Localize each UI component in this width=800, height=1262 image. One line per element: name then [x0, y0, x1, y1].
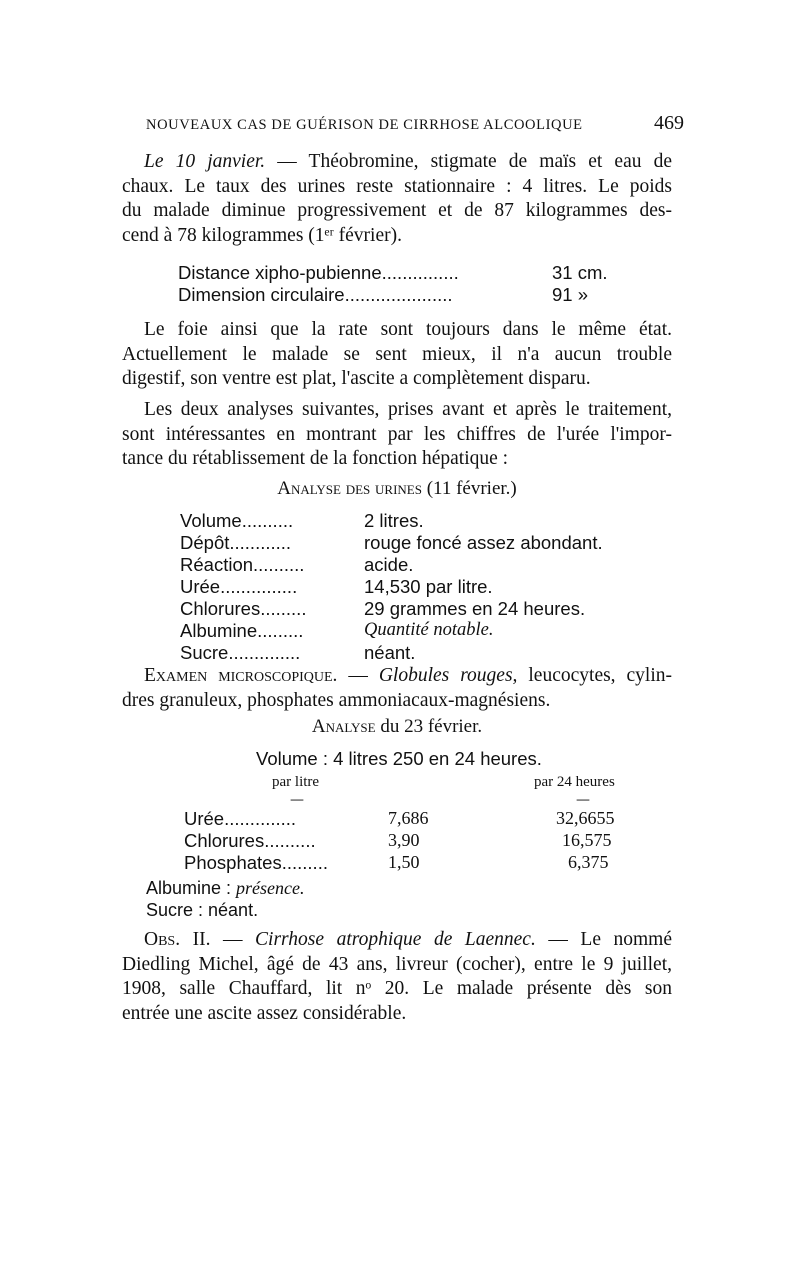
measure-value: 31 cm.: [552, 262, 608, 283]
table-row: Chlorures..........: [184, 830, 316, 851]
volume-line: Volume : 4 litres 250 en 24 heures.: [256, 748, 542, 769]
running-header: [146, 112, 684, 135]
column-dash: —: [576, 792, 590, 808]
sucre-line: Sucre : néant.: [146, 900, 259, 920]
measure-value: 91 »: [552, 284, 589, 305]
analysis-2-title: Analyse du 23 février.: [311, 716, 483, 737]
running-title: NOUVEAUX CAS DE GUÉRISON DE CIRRHOSE ALCOOLIQUE: [146, 117, 583, 133]
paragraph-state: Le foie ainsi que la rate sont toujours dans le même état. Actuellement le malade se sent mieux, il n'a aucun trouble digestif, son ventre est plat, l'ascite a complètement disparu.: [122, 319, 672, 389]
date-label: Le 10 janvier.: [144, 151, 266, 172]
table-row: Chlorures.........: [180, 598, 307, 619]
paragraph-microscopic: Examen microscopique. — Globules rouges, leucocytes, cylin- dres granuleux, phosphates ammoniacaux-magnésiens.: [122, 665, 672, 711]
table-row: Sucre..............: [180, 642, 301, 663]
table-row: Albumine.........: [180, 620, 304, 641]
measure-row: Distance xipho-pubienne...............: [178, 262, 459, 283]
paragraph-analyses: Les deux analyses suivantes, prises avant et après le traitement, sont intéressantes en montrant par les chiffres de l'urée l'impor- tance du rétablissement de la fonction hépatique :: [122, 399, 672, 469]
paragraph-observation: Obs. II. — Cirrhose atrophique de Laennec. — Le nommé Diedling Michel, âgé de 43 ans, livreur (cocher), entre le 9 juillet, 1908, salle Chauffard, lit nᵒ 20. Le malade présente dès son entrée une ascite assez considérable.: [122, 929, 672, 1024]
albumine-line: Albumine : présence.: [146, 878, 305, 898]
column-dash: —: [290, 792, 304, 808]
book-page: NOUVEAUX CAS DE GUÉRISON DE CIRRHOSE ALCOOLIQUE 469 Le 10 janvier. — Théobromine, stigmate de maïs et eau de chaux. Le taux des urines reste stationnaire : 4 litres. Le poids du malade diminue progressivement et de 87 kilogrammes des- cend à 78 kilogrammes (1ᵉʳ février). Distance xipho-pubienne............... 31 cm. Dimension circulaire..................... 91 » Le foie ainsi que la rate sont toujours dans le même état. Actuellement le malade se sent mieux, il n'a aucun trouble digestif, son ventre est plat, l'ascite a complètement disparu. Les deux analyses suivantes, prises avant et après le traitement, sont intéressantes en montrant par les chiffres de l'urée l'impor- tance du rétablissement de la fonction hépatique : Analyse des urines (11 février.) Volume.......... 2 litres. Dépôt............ rouge foncé assez abondant. Réaction.......... acide. Urée............... 14,530 par litre. Chlorures......... 29 grammes en 24 heures. Albumine......... Quantité notable. Sucre.............. néant. Examen microscopique. — Globules rouges, leucocytes, cylin- dres granuleux, phosphates ammoniacaux-magnésiens. Analyse du 23 février. Volume : 4 litres 250 en 24 heures. par litre par 24 heures — — Urée.............. 7,686 32,6655 Chlorures.......... 3,90 16,575 Phosphates......... 1,50 6,375 Albumine : présence. Sucre : néant. Obs. II. — Cirrhose atrophique de Laennec. — Le nommé Diedling Michel, âgé de 43 ans, livreur (cocher), entre le 9 juillet, 1908, salle Chauffard, lit nᵒ 20. Le malade présente dès son entrée une ascite assez considérable.: [0, 0, 800, 1262]
column-head-per-litre: par litre: [272, 774, 320, 790]
table-row: Dépôt............: [180, 532, 292, 553]
table-row: Urée...............: [180, 576, 298, 597]
table-row: Réaction..........: [180, 554, 305, 575]
column-head-per-24h: par 24 heures: [534, 774, 615, 790]
table-row: Urée..............: [184, 808, 297, 829]
page-number: 469: [654, 112, 684, 134]
measure-row: Dimension circulaire.....................: [178, 284, 453, 305]
analysis-1-title: Analyse des urines (11 février.): [277, 478, 517, 499]
table-row: Phosphates.........: [184, 852, 328, 873]
table-row: Volume..........: [180, 510, 294, 531]
paragraph-january: Le 10 janvier. — Théobromine, stigmate de maïs et eau de chaux. Le taux des urines reste stationnaire : 4 litres. Le poids du malade diminue progressivement et de 87 kilogrammes des- cend à 78 kilogrammes (1ᵉʳ février).: [122, 151, 673, 246]
